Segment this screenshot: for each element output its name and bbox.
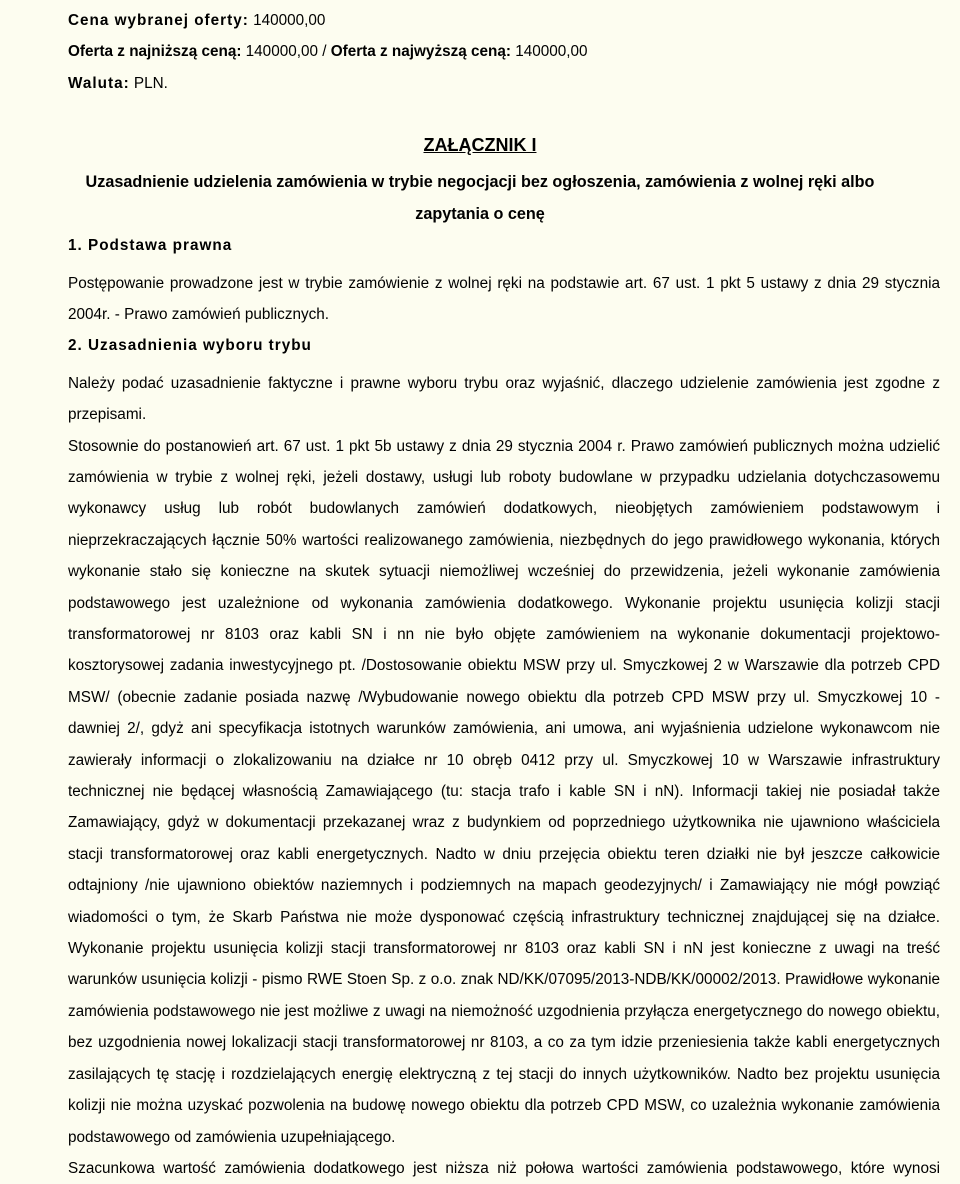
attachment-title: ZAŁĄCZNIK I <box>423 135 537 156</box>
currency-line <box>68 68 940 99</box>
highest-offer-label: Oferta z najwyższą ceną: <box>330 43 511 61</box>
price-range-line <box>68 36 940 67</box>
section2-body: Stosownie do postanowień art. 67 ust. 1 pkt 5b ustawy z dnia 29 stycznia 2004 r. Prawo zamówień publicznych można udzielić zamówienia w trybie z wolnej ręki, jeżeli dostawy, usługi lub roboty budowlane w przypadku udzielania dotychczasowemu wykonawcy usług lub robót budowlanych zamówień dodatkowych, nieobjętych zamówieniem podstawowym i nieprzekraczających łącznie 50% wartości realizowanego zamówienia, niezbędnych do jego prawidłowego wykonania, których wykonanie stało się konieczne na skutek sytuacji niemożliwej wcześniej do przewidzenia, jeżeli wykonanie zamówienia podstawowego jest uzależnione od wykonania zamówienia dodatkowego. Wykonanie projektu usunięcia kolizji stacji transformatorowej nr 8103 oraz kabli SN i nn nie było objęte zamówieniem na wykonanie dokumentacji projektowo-kosztorysowej zadania inwestycyjnego pt. /Dostosowanie obiektu MSW przy ul. Smyczkowej 2 w Warszawie dla potrzeb CPD MSW/ (obecnie zadanie posiada nazwę /Wybudowanie nowego obiektu dla potrzeb CPD MSW przy ul. Smyczkowej 10 - dawniej 2/, gdyż ani specyfikacja istotnych warunków zamówienia, ani umowa, ani wyjaśnienia udzielone wykonawcom nie zawierały informacji o zlokalizowaniu na działce nr 10 obręb 0412 przy ul. Smyczkowej 10 w Warszawie infrastruktury technicznej nie będącej własnością Zamawiającego (tu: stacja trafo i kable SN i nN). Informacji takiej nie posiadał także Zamawiający, gdyż w dokumentacji przekazanej wraz z budynkiem od poprzedniego użytkownika nie ujawniono właściciela stacji transformatorowej oraz kabli energetycznych. Nadto w dniu przejęcia obiektu teren działki nie był jeszcze całkowicie odtajniony /nie ujawniono obiektów naziemnych i podziemnych na mapach geodezyjnych/ i Zamawiający nie mógł powziąć wiadomości o tym, że Skarb Państwa nie może dysponować częścią infrastruktury technicznej znajdującej się na działce. Wykonanie projektu usunięcia kolizji stacji transformatorowej nr 8103 oraz kabli SN i nN jest konieczne z uwagi na treść warunków usunięcia kolizji - pismo RWE Stoen Sp. z o.o. znak ND/KK/07095/2013-NDB/KK/00002/2013. Prawidłowe wykonanie zamówienia podstawowego nie jest możliwe z uwagi na niemożność uzgodnienia przyłącza energetycznego do nowego obiektu, bez uzgodnienia nowej lokalizacji stacji transformatorowej nr 8103, a co za tym idzie przeniesienia także kabli energetycznych zasilających tę stację i rozdzielających energię elektryczną z tej stacji do innych użytkowników. Nadto bez projektu usunięcia kolizji nie można uzyskać pozwolenia na budowę nowego obiektu dla potrzeb CPD MSW, co uzależnia wykonanie zamówienia podstawowego od zamówienia uzupełniającego. <box>68 437 940 1146</box>
currency-label: Waluta: <box>68 74 130 92</box>
selected-offer-line <box>68 5 940 36</box>
section1-text: Postępowanie prowadzone jest w trybie zamówienie z wolnej ręki na podstawie art. 67 ust. 1 pkt 5 ustawy z dnia 29 stycznia 2004r. - Prawo zamówień publicznych. <box>68 274 940 323</box>
attachment-subtitle-line1: Uzasadnienie udzielenia zamówienia w trybie negocjacji bez ogłoszenia, zamówienia z wolnej ręki albo <box>85 173 875 192</box>
section2-intro: Należy podać uzasadnienie faktyczne i prawne wyboru trybu oraz wyjaśnić, dlaczego udzielenie zamówienia jest zgodne z przepisami. <box>68 374 940 424</box>
highest-offer-value: 140000,00 <box>515 43 588 61</box>
section1-heading: 1. Podstawa prawna <box>68 237 233 255</box>
attachment-subtitle-line2: zapytania o cenę <box>415 204 545 223</box>
currency-value: PLN. <box>133 74 168 92</box>
section2-last-line: Szacunkowa wartość zamówienia dodatkowego jest niższa niż połowa wartości zamówienia podstawowego, które wynosi <box>68 1159 940 1177</box>
lowest-offer-value: 140000,00 <box>245 43 318 61</box>
section2-heading: 2. Uzasadnienia wyboru trybu <box>68 337 312 355</box>
selected-offer-label: Cena wybranej oferty: <box>68 12 249 29</box>
price-separator: / <box>322 43 327 61</box>
lowest-offer-label: Oferta z najniższą ceną: <box>68 43 242 61</box>
selected-offer-value: 140000,00 <box>253 12 326 29</box>
